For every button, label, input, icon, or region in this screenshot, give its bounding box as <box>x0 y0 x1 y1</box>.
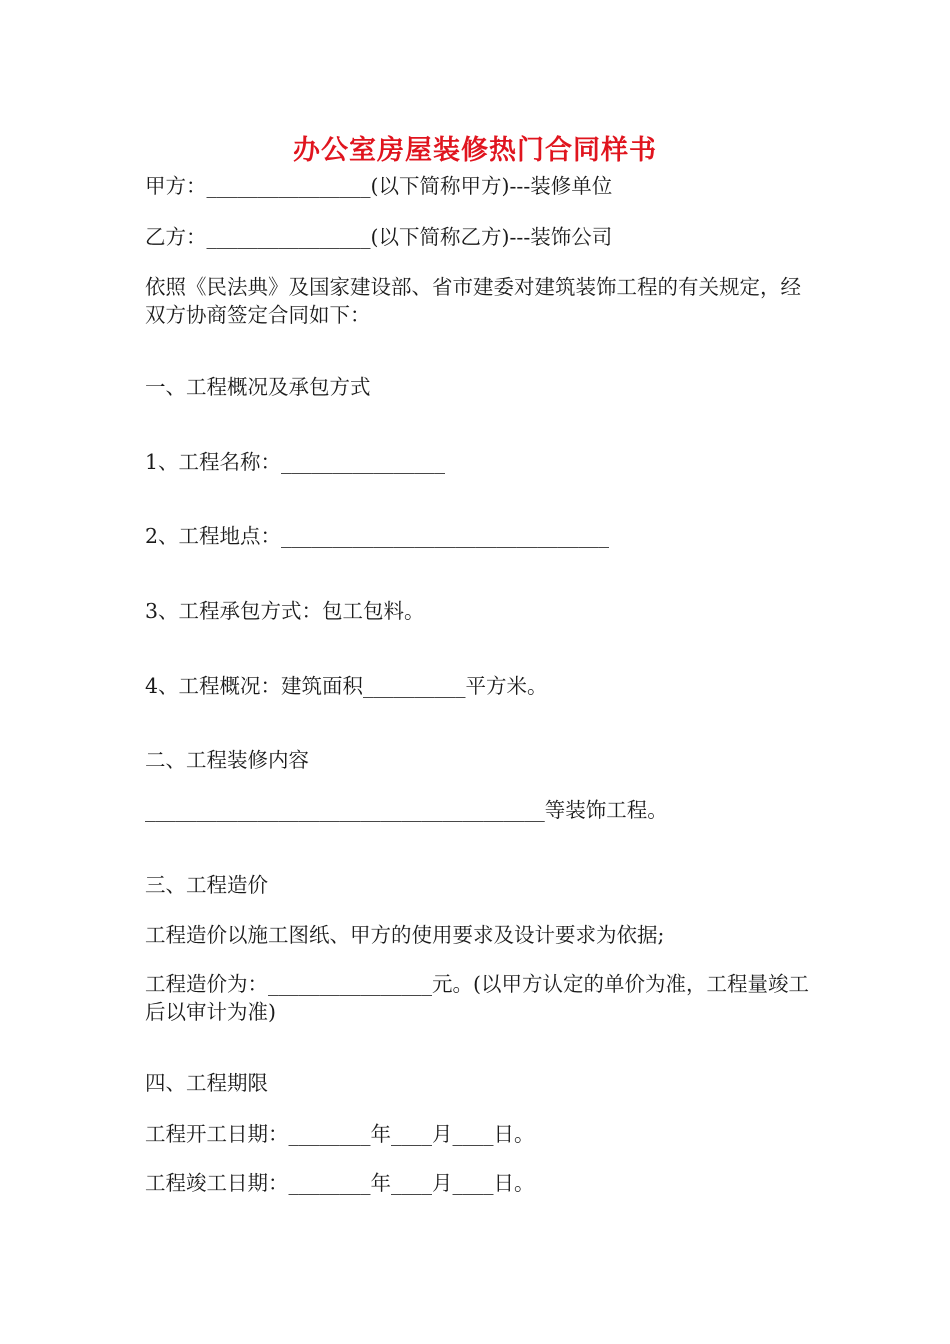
cost-amount-paragraph: 工程造价为：________________元。(以甲方认定的单价为准，工程量竣工后以审计为准) <box>145 972 809 1024</box>
party-a-line: 甲方：________________(以下简称甲方)---装修单位 <box>145 174 613 198</box>
document-title: 办公室房屋装修热门合同样书 <box>293 135 657 166</box>
preamble-paragraph: 依照《民法典》及国家建设部、省市建委对建筑装饰工程的有关规定，经双方协商签定合同如下： <box>145 275 801 327</box>
project-overview-line: 4、工程概况：建筑面积__________平方米。 <box>145 674 548 698</box>
decoration-content-line: _______________________________________等装饰工程。 <box>145 798 668 822</box>
completion-date-line: 工程竣工日期：________年____月____日。 <box>145 1171 535 1195</box>
project-location-line: 2、工程地点：________________________________ <box>145 524 610 548</box>
section-4-heading: 四、工程期限 <box>145 1071 268 1095</box>
section-3-heading: 三、工程造价 <box>145 873 268 897</box>
section-1-heading: 一、工程概况及承包方式 <box>145 375 371 399</box>
project-name-line: 1、工程名称：________________ <box>145 450 446 474</box>
section-2-heading: 二、工程装修内容 <box>145 748 309 772</box>
contract-method-line: 3、工程承包方式：包工包料。 <box>145 599 425 623</box>
party-b-line: 乙方：________________(以下简称乙方)---装饰公司 <box>145 225 613 249</box>
start-date-line: 工程开工日期：________年____月____日。 <box>145 1122 535 1146</box>
cost-basis-line: 工程造价以施工图纸、甲方的使用要求及设计要求为依据; <box>145 923 665 947</box>
